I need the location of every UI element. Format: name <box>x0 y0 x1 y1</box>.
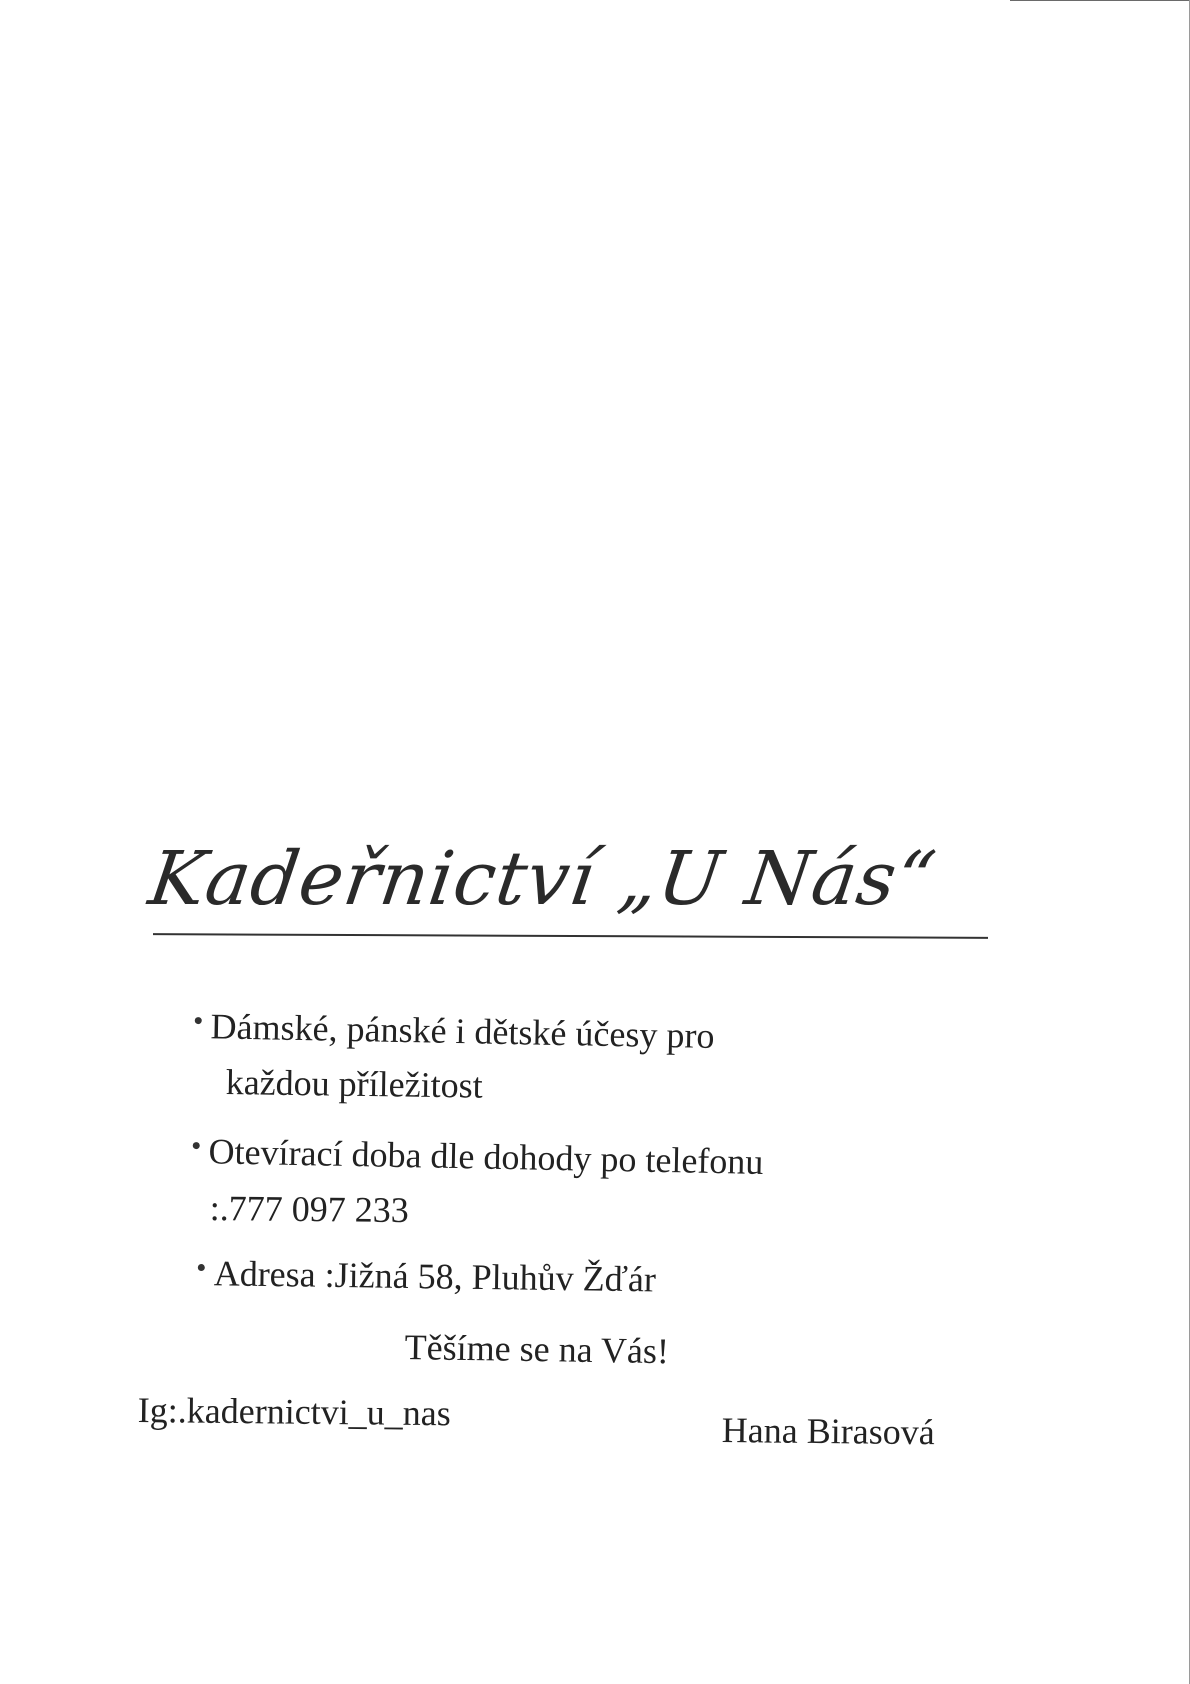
bullet-icon <box>198 1264 205 1271</box>
service-item-1 <box>194 1008 714 1054</box>
service-item-3 <box>197 1253 657 1300</box>
phone-number: :.777 097 233 <box>209 1188 410 1231</box>
heading-underline <box>153 933 988 939</box>
service-item-1-text: Dámské, pánské i dětské účesy pro <box>210 1006 715 1056</box>
page-edge-top <box>1010 0 1190 2</box>
address-text: Adresa :Jižná 58, Pluhův Žďár <box>213 1253 657 1300</box>
owner-name: Hana Birasová <box>721 1410 935 1453</box>
service-item-2-text: Otevírací doba dle dohody po telefonu <box>208 1131 764 1182</box>
service-item-1-continuation: každou příležitost <box>225 1062 483 1106</box>
salon-heading: Kadeřnictví „U Nás“ <box>143 836 942 922</box>
service-item-2 <box>192 1133 763 1180</box>
bullet-icon <box>193 1142 200 1149</box>
greeting: Těšíme se na Vás! <box>404 1327 670 1372</box>
bullet-icon <box>195 1017 202 1024</box>
instagram-handle: Ig:.kadernictvi_u_nas <box>137 1390 451 1434</box>
